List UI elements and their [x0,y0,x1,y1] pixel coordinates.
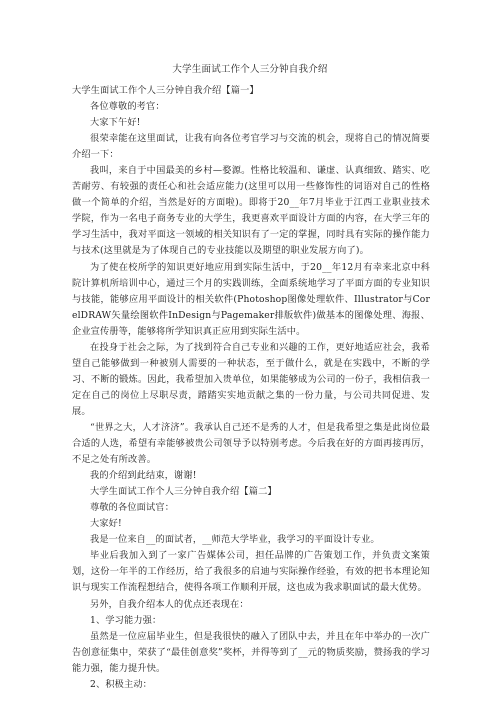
paragraph: 2、积极主动： [90,678,153,690]
document-body [72,83,430,693]
paragraph: 各位尊敬的考官： [90,101,165,113]
document-title: 大学生面试工作个人三分钟自我介绍 [172,64,328,75]
paragraph: 大家下午好! [90,117,141,129]
paragraph: 为了使在校所学的知识更好地应用到实际生活中，于20__年12月有幸来北京中科院计算机所培训中心，通过三个月的实践训练，全面系统地学习了平面方面的专业知识与技能，能够应用平面设计的相关软件(Photoshop图像处理软件、Illustrator与CorelDRAW矢量绘图软件InDesign与Pagemaker排版软件)做基本的图像处理、海报、企业宣传册等，能够将所学知识真正应用到实际生活中。 [72,261,430,337]
paragraph: 大学生面试工作个人三分钟自我介绍【篇二】 [90,486,277,498]
paragraph: “世界之大，人才济济”。我承认自己还不是秀的人才，但是我希望之集是此岗位最合适的人选，希望有幸能够被贵公司领导予以特别考虑。今后我在好的方面再接再厉，不足之处有所改善。 [72,421,430,466]
paragraph: 1、学习能力强： [90,614,162,626]
paragraph: 在投身于社会之际，为了找到符合自己专业和兴趣的工作，更好地适应社会，我希望自己能够做到一种被别人需要的一种状态，至于做什么，就是在实践中，不断的学习、不断的锻炼。因此，我希望加入贵单位，如果能够成为公司的一份子，我相信我一定在自己的岗位上尽职尽责，踏踏实实地贡献之集的一份力量，与公司共同促进、发展。 [72,341,430,417]
paragraph: 我是一位来自__的面试者，__师范大学毕业，我学习的平面设计专业。 [90,534,380,546]
paragraph: 尊敬的各位面试官： [90,502,175,514]
paragraph: 大学生面试工作个人三分钟自我介绍【篇一】 [72,85,259,96]
paragraph: 毕业后我加入到了一家广告媒体公司，担任品牌的广告策划工作，并负责文案策划，这份一年半的工作经历，给了我很多的启迪与实际操作经验，有效的把书本理论知识与现实工作流程想结合，使得各项工作顺利开展，这也成为我求职面试的最大优势。 [72,550,430,594]
paragraph: 我叫，来自于中国最美的乡村—婺源。性格比较温和、谦虚、认真细致、踏实、吃苦耐劳、有较强的责任心和社会适应能力(这里可以用一些修饰性的词语对自己的性格做一个简单的介绍，当然是好的方面啦)。即将于20__年7月毕业于江西工业职业技术学院，作为一名电子商务专业的大学生，我更喜欢平面设计方面的内容，在大学三年的学习生活中，我对平面这一领域的相关知识有了一定的掌握，同时具有实际的操作能力与技术(这里就是为了体现自己的专业技能以及期望的职业发展方向了)。 [72,165,430,257]
paragraph: 大家好! [90,518,122,530]
paragraph: 虽然是一位应届毕业生，但是我很快的融入了团队中去，并且在年中举办的一次广告创意征集中，荣获了“最佳创意奖”奖杯，并得等到了__元的物质奖励，赞扬我的学习能力强，能力提升快。 [72,630,430,674]
paragraph: 另外，自我介绍本人的优点还表现在： [90,598,249,610]
paragraph: 我的介绍到此结束，谢谢! [90,470,197,482]
paragraph: 很荣幸能在这里面试，让我有向各位考官学习与交流的机会，现将自己的情况简要介绍一下： [72,133,430,161]
